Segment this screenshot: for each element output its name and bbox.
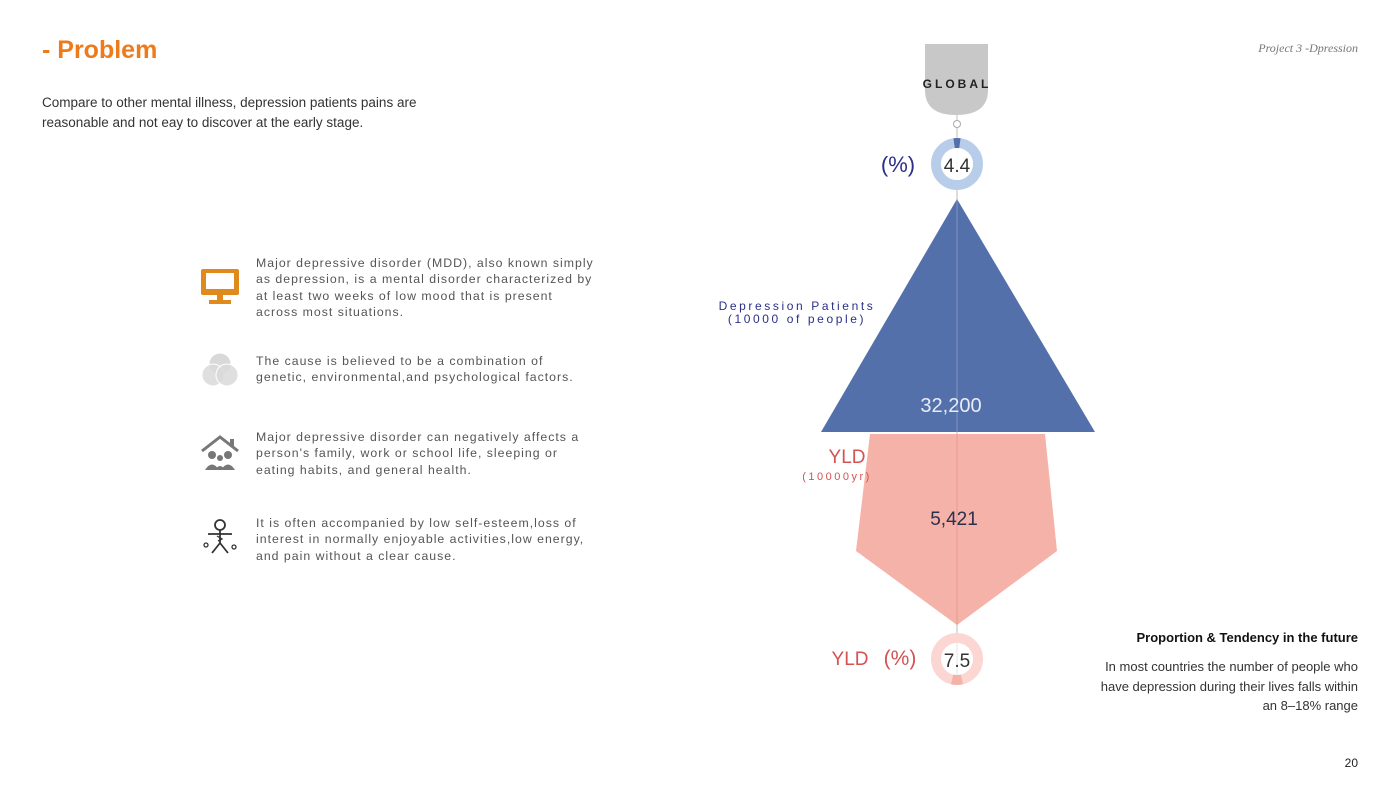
- yld-unit: (10000yr): [802, 471, 872, 483]
- patients-label-line1: Depression Patients: [718, 299, 876, 313]
- yld-label: YLD: [828, 447, 866, 468]
- percent-label: (%): [880, 152, 916, 177]
- list-item-text-2: The cause is believed to be a combination of genetic, environmental,and psychological factors.: [256, 354, 574, 385]
- list-item-text-4: It is often accompanied by low self-esteem,loss of interest in normally enjoyable activities,low energy, and pain without a clear cause.: [256, 516, 585, 563]
- note-heading: Proportion & Tendency in the future: [1136, 630, 1358, 645]
- yld-pct-value: 7.5: [943, 651, 971, 672]
- project-label: Project 3 -Dpression: [1258, 41, 1358, 55]
- yld-pct-label: YLD: [831, 649, 869, 670]
- patients-value: 32,200: [920, 395, 982, 417]
- percent-value: 4.4: [943, 156, 971, 177]
- venn-circles-icon: [200, 350, 240, 394]
- patients-label-line2: (10000 of people): [727, 312, 867, 326]
- depression-diagram: [700, 30, 1160, 710]
- intro-text: Compare to other mental illness, depression patients pains are reasonable and not eay to discover at the early stage.: [42, 95, 417, 130]
- broken-figure-icon: [200, 517, 240, 561]
- page-title: - Problem: [42, 36, 158, 64]
- family-house-icon: [200, 433, 240, 477]
- list-item-text-3: Major depressive disorder can negatively affects a person's family, work or school life, sleeping or eating habits, and general health.: [256, 430, 580, 477]
- global-badge-label: GLOBAL: [922, 77, 992, 91]
- page-number: 20: [1344, 756, 1358, 770]
- connector-dot: [954, 121, 961, 128]
- yld-value: 5,421: [930, 509, 978, 530]
- list-item-text-1: Major depressive disorder (MDD), also known simply as depression, is a mental disorder characterized by at least two weeks of low mood that is present across most situations.: [256, 256, 594, 319]
- note-body: In most countries the number of people who have depression during their lives falls within an 8–18% range: [1100, 659, 1358, 713]
- yld-pct-ring-arc: [952, 679, 962, 680]
- yld-pct-paren: (%): [883, 647, 917, 670]
- monitor-icon: [200, 266, 240, 310]
